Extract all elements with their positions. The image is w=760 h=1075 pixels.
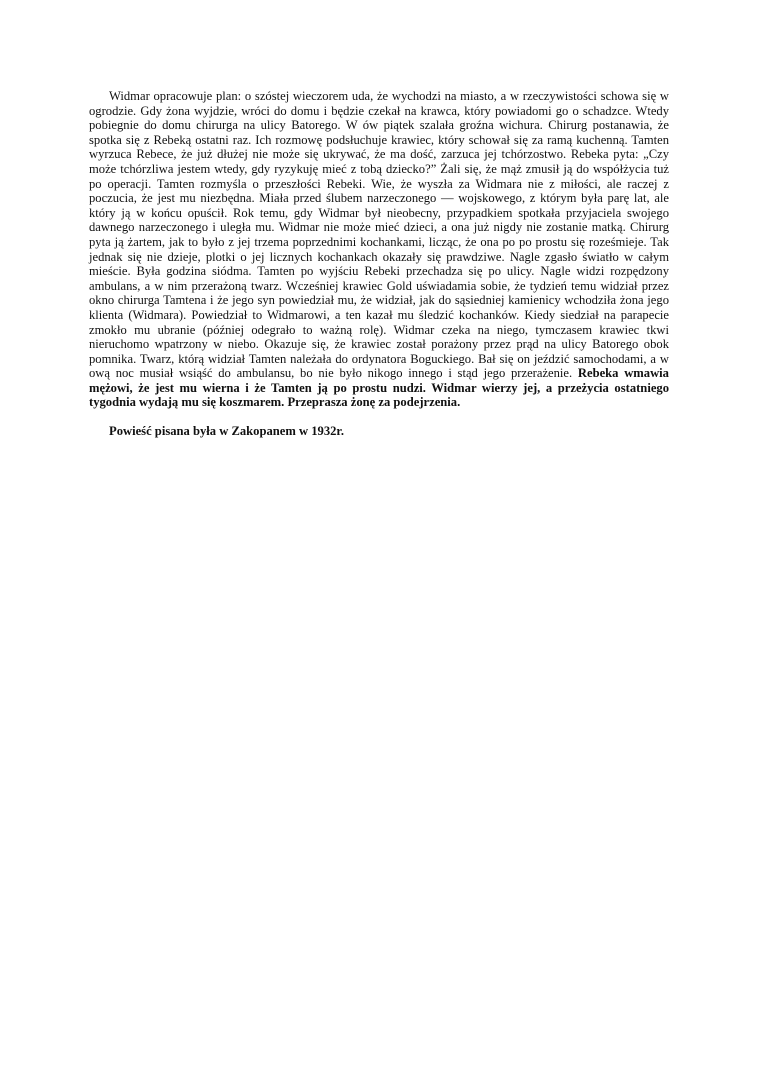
- closing-note: Powieść pisana była w Zakopanem w 1932r.: [109, 424, 344, 439]
- document-text: [89, 89, 669, 439]
- summary-paragraph-regular: Widmar opracowuje plan: o szóstej wieczorem uda, że wychodzi na miasto, a w rzeczywistości schowa się w ogrodzie. Gdy żona wyjdzie, wróci do domu i będzie czekał na krawca, który powiadomi go o schadzce. Wtedy pobiegnie do domu chirurga na ulicy Batorego. W ów piątek szalała groźna wichura. Chirurg postanawia, że spotka się z Rebeką ostatni raz. Ich rozmowę podsłuchuje krawiec, który schował się za ramą kuchenną. Tamten wyrzuca Rebece, że już dłużej nie może się ukrywać, że ma dość, zarzuca jej tchórzostwo. Rebeka pyta: „Czy może tchórzliwa jestem wtedy, gdy ryzykuję mieć z tobą dziecko?” Żali się, że mąż zmusił ją do współżycia tuż po operacji. Tamten rozmyśla o przeszłości Rebeki. Wie, że wyszła za Widmara nie z miłości, ale raczej z poczucia, że jest mu niezbędna. Miała przed ślubem narzeczonego — wojskowego, z którym była parę lat, ale który ją w końcu opuścił. Rok temu, gdy Widmar był nieobecny, przypadkiem spotkała przyjaciela swojego dawnego narzeczonego i uległa mu. Widmar nie może mieć dzieci, a ona już nigdy nie zostanie matką. Chirurg pyta ją żartem, jak to było z jej trzema poprzednimi kochankami, licząc, że ona po po prostu się roześmieje. Tak jednak się nie dzieje, plotki o jej licznych kochankach okazały się prawdziwe. Nagle zgasło światło w całym mieście. Była godzina siódma. Tamten po wyjściu Rebeki przechadza się po ulicy. Nagle widzi rozpędzony ambulans, a w nim przerażoną twarz. Wcześniej krawiec Gold uświadamia sobie, że tydzień temu widział przez okno chirurga Tamtena i że jego syn powiedział mu, że widział, jak do sąsiedniej kamienicy wchodziła żona jego klienta (Widmara). Powiedział to Widmarowi, a ten kazał mu śledzić kochanków. Kiedy siedział na parapecie zmokło mu ubranie (później odegrało to ważną rolę). Widmar czeka na niego, tymczasem krawiec tkwi nieruchomo wpatrzony w niebo. Okazuje się, że krawiec został porażony przez prąd na ulicy Batorego obok pomnika. Twarz, którą widział Tamten należała do ordynatora Boguckiego. Bał się on jeździć samochodami, a w ową noc musiał wsiąść do ambulansu, bo nie było nikogo innego i stąd jego przerażenie.: [89, 89, 669, 381]
- summary-paragraph-bold: Rebeka wmawia mężowi, że jest mu wierna i że Tamten ją po prostu nudzi. Widmar wierzy jej, a przeżycia ostatniego tygodnia wydają mu się koszmarem. Przeprasza żonę za podejrzenia.: [89, 366, 669, 410]
- summary-paragraph: [89, 89, 669, 410]
